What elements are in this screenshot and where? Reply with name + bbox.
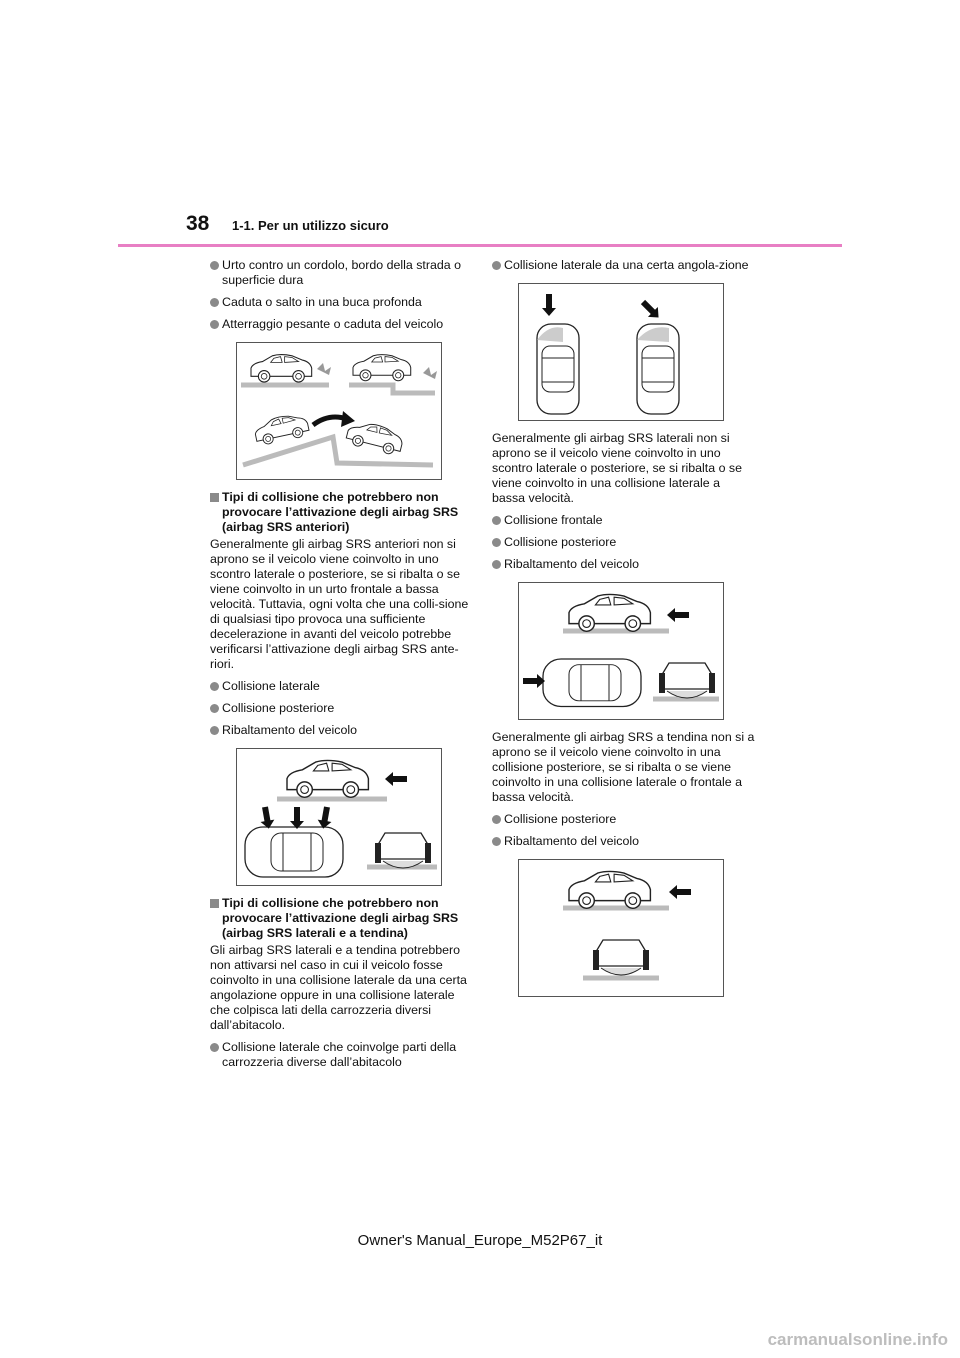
paragraph: Generalmente gli airbag SRS a tendina non si a aprono se il veicolo viene coinvolto in una collisione posteriore, se si ribalta o se viene coinvolto in una collisione laterale o frontale a bassa velocità. bbox=[492, 730, 755, 804]
illustration-curb-impact bbox=[236, 342, 442, 480]
page-number: 38 bbox=[186, 212, 210, 235]
section-title: 1-1. Per un utilizzo sicuro bbox=[232, 218, 389, 233]
paragraph: Gli airbag SRS laterali e a tendina potrebbero non attivarsi nel caso in cui il veicolo fosse coinvolto in una collisione laterale da una certa angolazione oppure in una collisione laterale che colpisca lati della carrozzeria diversi dall’abitacolo. bbox=[210, 943, 467, 1032]
illustration-angled-side-collision bbox=[518, 283, 724, 421]
paragraph: Generalmente gli airbag SRS laterali non si aprono se il veicolo viene coinvolto in uno scontro laterale o posteriore, se si ribalta o se viene coinvolto in una collisione laterale a bassa velocità. bbox=[492, 431, 743, 505]
list-item: Ribaltamento del veicolo bbox=[210, 723, 474, 738]
footer-manual-id: Owner's Manual_Europe_M52P67_it bbox=[357, 1232, 603, 1249]
list-item: Collisione laterale che coinvolge parti della carrozzeria diverse dall’abitacolo bbox=[210, 1040, 474, 1070]
watermark: carmanualsonline.info bbox=[767, 1330, 948, 1349]
header-rule bbox=[118, 244, 842, 247]
list-item: Collisione posteriore bbox=[210, 701, 474, 716]
illustration-curtain-airbag-collisions bbox=[518, 859, 724, 997]
right-column bbox=[492, 258, 756, 1007]
list-item: Urto contro un cordolo, bordo della strada o superficie dura bbox=[210, 258, 474, 288]
list-item: Ribaltamento del veicolo bbox=[492, 557, 756, 572]
illustration-side-airbag-collisions bbox=[518, 582, 724, 720]
list-item: Collisione frontale bbox=[492, 513, 756, 528]
list-item: Caduta o salto in una buca profonda bbox=[210, 295, 474, 310]
list-item: Collisione posteriore bbox=[492, 812, 756, 827]
list-item: Collisione laterale da una certa angola-zione bbox=[492, 258, 756, 273]
list-item: Collisione laterale bbox=[210, 679, 474, 694]
section-heading: Tipi di collisione che potrebbero non provocare l’attivazione degli airbag SRS (airbag SRS anteriori) bbox=[210, 490, 474, 535]
left-column bbox=[210, 258, 474, 1077]
section-heading: Tipi di collisione che potrebbero non provocare l’attivazione degli airbag SRS (airbag SRS laterali e a tendina) bbox=[210, 896, 474, 941]
list-item: Atterraggio pesante o caduta del veicolo bbox=[210, 317, 474, 332]
illustration-front-airbag-collisions bbox=[236, 748, 442, 886]
list-item: Ribaltamento del veicolo bbox=[492, 834, 756, 849]
paragraph: Generalmente gli airbag SRS anteriori non si aprono se il veicolo viene coinvolto in uno scontro laterale o posteriore, se si ribalta o se viene coinvolto in un urto frontale a bassa velocità. Tuttavia, ogni volta che una colli-sione di qualsiasi tipo provoca una sufficiente decelerazione in avanti del veicolo potrebbe verificarsi l’attivazione degli airbag SRS ante-riori. bbox=[210, 537, 469, 671]
list-item: Collisione posteriore bbox=[492, 535, 756, 550]
